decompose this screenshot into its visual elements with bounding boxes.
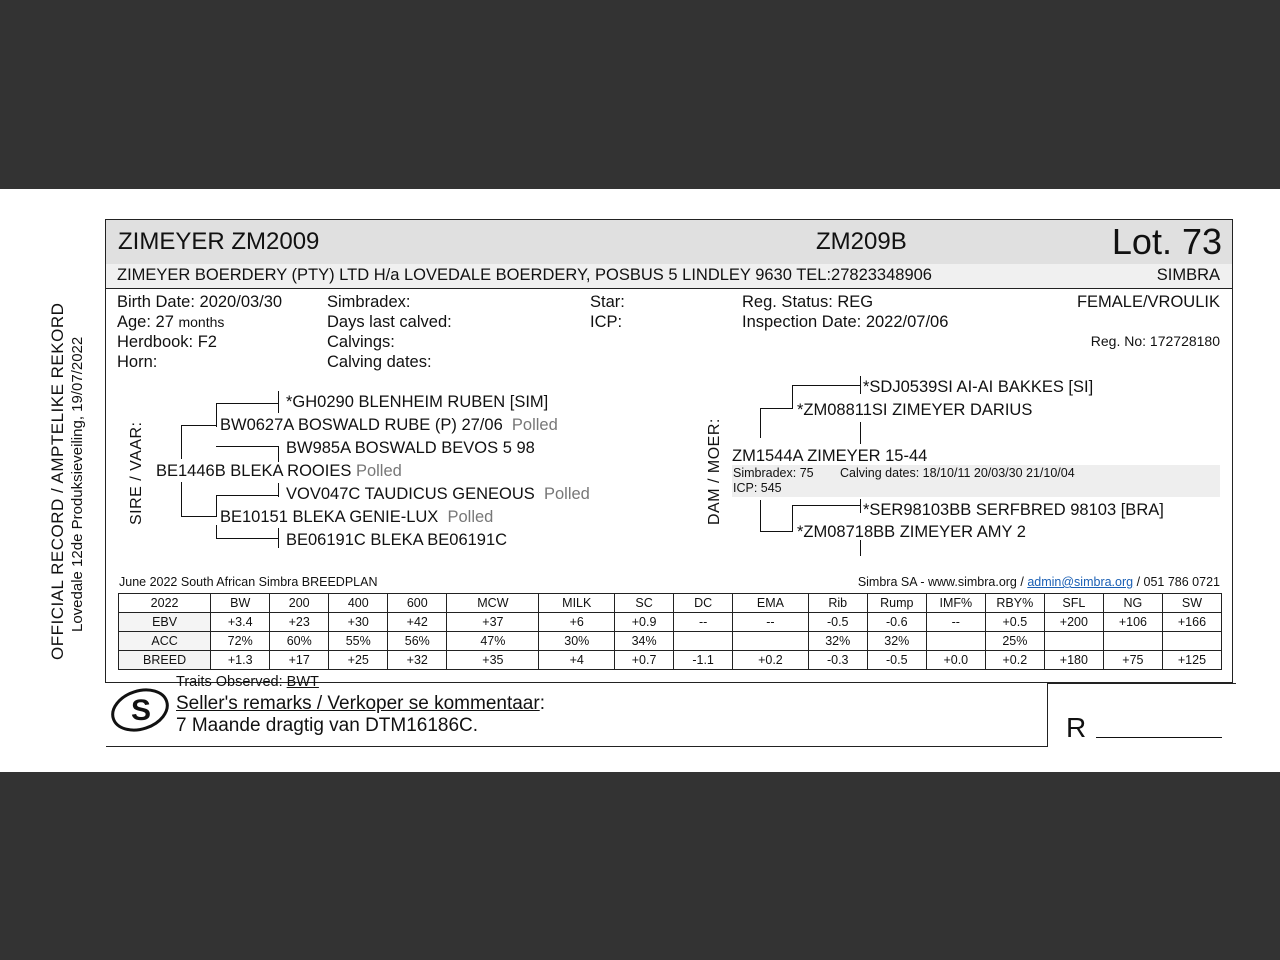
ebv-cell: +200 bbox=[1044, 613, 1103, 632]
ebv-cell: 32% bbox=[867, 632, 926, 651]
ebv-cell: +37 bbox=[447, 613, 539, 632]
ebv-cell: +35 bbox=[447, 651, 539, 670]
ebv-row bbox=[119, 613, 1222, 632]
ebv-header-cell: SC bbox=[615, 594, 674, 613]
contact-prefix: Simbra SA - www.simbra.org / bbox=[857, 575, 1024, 589]
inspection-date: Inspection Date: 2022/07/06 bbox=[742, 313, 949, 331]
ebv-cell: -0.3 bbox=[808, 651, 867, 670]
ebv-cell: -1.1 bbox=[674, 651, 733, 670]
dam-dam-sire: *SER98103BB SERFBRED 98103 [BRA] bbox=[863, 501, 1164, 519]
ebv-cell: +0.2 bbox=[733, 651, 809, 670]
sire-dam-note: Polled bbox=[447, 508, 494, 526]
sire-dam-dam: BE06191C BLEKA BE06191C bbox=[286, 531, 508, 549]
horn: Horn: bbox=[117, 353, 158, 371]
herdbook: Herdbook: F2 bbox=[117, 333, 217, 351]
days-last-calved: Days last calved: bbox=[327, 313, 452, 331]
contact-phone: / 051 786 0721 bbox=[1136, 575, 1220, 589]
ebv-cell: -0.5 bbox=[808, 613, 867, 632]
age bbox=[117, 312, 282, 332]
info-col-2 bbox=[327, 292, 452, 372]
side-caption bbox=[48, 303, 88, 660]
sire-label: SIRE / VAAR: bbox=[128, 421, 145, 525]
ebv-cell: -- bbox=[674, 613, 733, 632]
ebv-header-cell: MCW bbox=[447, 594, 539, 613]
ebv-row-label: BREED bbox=[119, 651, 211, 670]
ebv-cell: +23 bbox=[270, 613, 329, 632]
ebv-row-label: EBV bbox=[119, 613, 211, 632]
ebv-cell bbox=[674, 632, 733, 651]
ebv-header-cell: 400 bbox=[329, 594, 388, 613]
reg-number: Reg. No: 172728180 bbox=[1090, 333, 1220, 349]
sire-note: Polled bbox=[355, 462, 402, 480]
sire-dam-sire-note: Polled bbox=[543, 485, 590, 503]
ebv-header-cell: IMF% bbox=[926, 594, 985, 613]
ebv-cell: 34% bbox=[615, 632, 674, 651]
ebv-cell: +166 bbox=[1162, 613, 1221, 632]
ebv-cell: +3.4 bbox=[211, 613, 270, 632]
ebv-cell: +125 bbox=[1162, 651, 1221, 670]
age-unit: months bbox=[178, 314, 225, 330]
sex-label: FEMALE/VROULIK bbox=[1076, 293, 1220, 311]
animal-code: ZM209B bbox=[816, 228, 907, 255]
breedplan-contact bbox=[858, 575, 1220, 589]
ebv-cell: 30% bbox=[539, 632, 615, 651]
ebv-header-cell: BW bbox=[211, 594, 270, 613]
info-col-3 bbox=[590, 292, 625, 332]
simbradex: Simbradex: bbox=[327, 293, 411, 311]
lot-card bbox=[105, 219, 1233, 743]
traits-observed bbox=[176, 674, 319, 690]
ebv-cell bbox=[1162, 632, 1221, 651]
dam-dam: *ZM08718BB ZIMEYER AMY 2 bbox=[797, 523, 1026, 541]
ebv-cell: +180 bbox=[1044, 651, 1103, 670]
ebv-cell: 32% bbox=[808, 632, 867, 651]
breedplan-title: June 2022 South African Simbra BREEDPLAN bbox=[119, 575, 378, 589]
ebv-row bbox=[119, 632, 1222, 651]
traits-label: Traits Observed: bbox=[176, 674, 283, 690]
auction-label: Lovedale 12de Produksieveiling, 19/07/2022 bbox=[69, 336, 86, 632]
ebv-cell: -0.5 bbox=[867, 651, 926, 670]
ebv-cell: +4 bbox=[539, 651, 615, 670]
dam-calving-dates: Calving dates: 18/10/11 20/03/30 21/10/04 bbox=[840, 466, 1075, 480]
sire-dam-name: BE10151 BLEKA GENIE-LUX bbox=[220, 508, 439, 526]
ebv-cell: 55% bbox=[329, 632, 388, 651]
ebv-cell: +0.9 bbox=[615, 613, 674, 632]
icp: ICP: bbox=[590, 313, 623, 331]
dam-label: DAM / MOER: bbox=[706, 418, 723, 525]
star: Star: bbox=[590, 293, 625, 311]
ebv-row bbox=[119, 651, 1222, 670]
sire bbox=[156, 461, 402, 481]
ebv-header-row bbox=[119, 594, 1222, 613]
ebv-cell: 47% bbox=[447, 632, 539, 651]
remarks-colon: : bbox=[539, 693, 545, 714]
sire-dam-sire-name: VOV047C TAUDICUS GENEOUS bbox=[286, 485, 535, 503]
info-col-1 bbox=[117, 292, 282, 372]
ebv-cell: +0.5 bbox=[985, 613, 1044, 632]
age-value: Age: 27 bbox=[117, 313, 174, 331]
ebv-cell: -- bbox=[733, 613, 809, 632]
sire-sire-sire: *GH0290 BLENHEIM RUBEN [SIM] bbox=[286, 393, 549, 411]
ebv-header-cell: EMA bbox=[733, 594, 809, 613]
dam-sire-sire: *SDJ0539SI AI-AI BAKKES [SI] bbox=[863, 378, 1094, 396]
ebv-cell: +0.2 bbox=[985, 651, 1044, 670]
email-link[interactable]: admin@simbra.org bbox=[1027, 575, 1134, 589]
animal-name: ZIMEYER ZM2009 bbox=[118, 228, 320, 255]
sire-name: BE1446B BLEKA ROOIES bbox=[156, 462, 352, 480]
simbra-logo-icon bbox=[109, 687, 171, 733]
ebv-cell: 56% bbox=[388, 632, 447, 651]
birth-date: Birth Date: 2020/03/30 bbox=[117, 293, 283, 311]
ebv-cell: +17 bbox=[270, 651, 329, 670]
sire-dam bbox=[220, 507, 493, 527]
seller-remarks-label bbox=[176, 693, 545, 715]
r-mark: R bbox=[1066, 712, 1087, 743]
ebv-header-cell: Rib bbox=[808, 594, 867, 613]
ebv-cell bbox=[926, 632, 985, 651]
owner-bar bbox=[106, 264, 1232, 289]
ebv-cell: +32 bbox=[388, 651, 447, 670]
calving-dates: Calving dates: bbox=[327, 353, 432, 371]
ebv-cell bbox=[733, 632, 809, 651]
ebv-header-cell: 600 bbox=[388, 594, 447, 613]
traits-value: BWT bbox=[286, 674, 319, 690]
calvings: Calvings: bbox=[327, 333, 395, 351]
ebv-cell: -- bbox=[926, 613, 985, 632]
dam-icp: ICP: 545 bbox=[733, 481, 782, 495]
seller-remarks-text: 7 Maande dragtig van DTM16186C. bbox=[176, 715, 479, 736]
ebv-header-cell: MILK bbox=[539, 594, 615, 613]
logo-letter: S bbox=[131, 694, 152, 727]
ebv-cell: 25% bbox=[985, 632, 1044, 651]
sire-dam-sire bbox=[286, 484, 590, 504]
ebv-header-cell: NG bbox=[1103, 594, 1162, 613]
ebv-header-cell: SW bbox=[1162, 594, 1221, 613]
ebv-cell bbox=[1103, 632, 1162, 651]
ebv-header-cell: 200 bbox=[270, 594, 329, 613]
dam-stats bbox=[732, 465, 1220, 497]
owner-text: ZIMEYER BOERDERY (PTY) LTD H/a LOVEDALE BOERDERY, POSBUS 5 LINDLEY 9630 TEL:27823348906 bbox=[117, 266, 932, 284]
ebv-cell: +6 bbox=[539, 613, 615, 632]
ebv-header-cell: SFL bbox=[1044, 594, 1103, 613]
ebv-cell: +75 bbox=[1103, 651, 1162, 670]
sire-sire bbox=[220, 415, 558, 435]
ebv-cell: +1.3 bbox=[211, 651, 270, 670]
ebv-header-cell: RBY% bbox=[985, 594, 1044, 613]
ebv-cell bbox=[1044, 632, 1103, 651]
ebv-header-cell: Rump bbox=[867, 594, 926, 613]
ebv-cell: -0.6 bbox=[867, 613, 926, 632]
ebv-row-label: ACC bbox=[119, 632, 211, 651]
ebv-cell: 72% bbox=[211, 632, 270, 651]
info-col-4 bbox=[742, 292, 948, 332]
official-record-label: OFFICIAL RECORD / AMPTELIKE REKORD bbox=[48, 302, 67, 660]
ebv-table bbox=[118, 593, 1222, 670]
dam-sire: *ZM08811SI ZIMEYER DARIUS bbox=[797, 401, 1033, 419]
sire-sire-note: Polled bbox=[511, 416, 558, 434]
ebv-cell: +0.7 bbox=[615, 651, 674, 670]
breed-label: SIMBRA bbox=[1156, 266, 1220, 284]
ebv-header-cell: 2022 bbox=[119, 594, 211, 613]
ebv-cell: +0.0 bbox=[926, 651, 985, 670]
ebv-cell: +106 bbox=[1103, 613, 1162, 632]
sire-sire-dam: BW985A BOSWALD BEVOS 5 98 bbox=[286, 439, 535, 457]
card-header bbox=[106, 220, 1232, 265]
ebv-header-cell: DC bbox=[674, 594, 733, 613]
r-signature-line bbox=[1096, 737, 1222, 738]
lot-number: Lot. 73 bbox=[1111, 221, 1222, 262]
remarks-label-text: Seller's remarks / Verkoper se kommentaar bbox=[176, 693, 540, 714]
dam: ZM1544A ZIMEYER 15-44 bbox=[732, 447, 928, 465]
ebv-cell: +30 bbox=[329, 613, 388, 632]
ebv-cell: 60% bbox=[270, 632, 329, 651]
sire-sire-name: BW0627A BOSWALD RUBE (P) 27/06 bbox=[220, 416, 503, 434]
dam-simbradex: Simbradex: 75 bbox=[733, 466, 814, 480]
ebv-cell: +42 bbox=[388, 613, 447, 632]
reg-status: Reg. Status: REG bbox=[742, 293, 874, 311]
ebv-cell: +25 bbox=[329, 651, 388, 670]
